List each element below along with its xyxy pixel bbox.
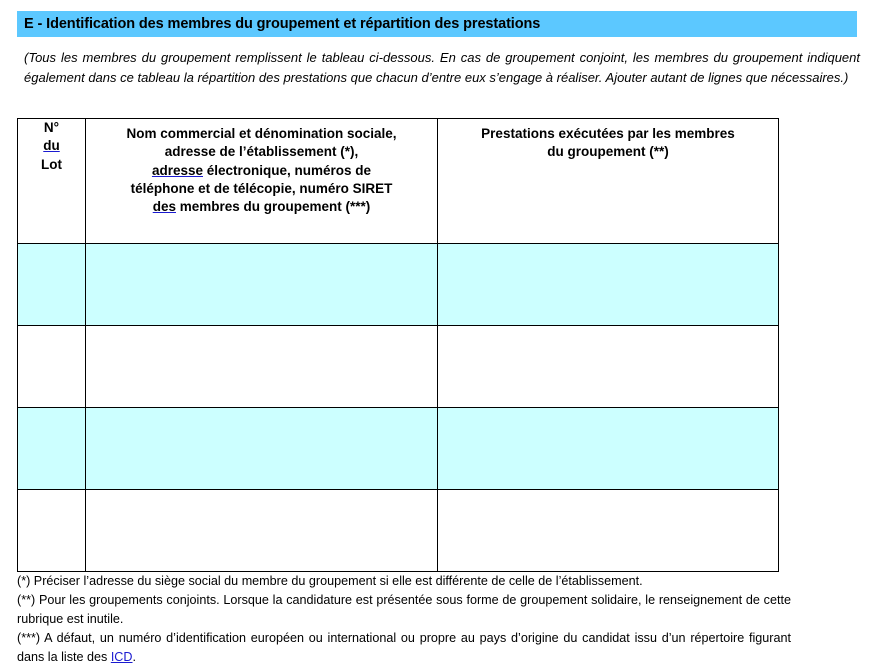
footnote-3-after: . [132,649,137,664]
table-row [18,408,779,490]
footnote-3 [17,629,791,666]
table-row [18,490,779,572]
cell-lot[interactable] [18,244,86,326]
cell-lot[interactable] [18,326,86,408]
header-lot-line1: N° [43,120,60,135]
cell-prestations[interactable] [438,490,779,572]
header-prestations-line2: du groupement (**) [547,144,669,160]
section-header-bar [17,11,857,37]
header-nom-adresse-underlined: adresse [151,162,203,178]
footnote-1: (*) Préciser l’adresse du siège social du membre du groupement si elle est différente de celle de l’établissement. [17,574,643,588]
header-nom-line4: téléphone et de télécopie, numéro SIRET [130,181,393,197]
cell-nom[interactable] [86,326,438,408]
footnote-3-before: (***) A défaut, un numéro d’identification européen ou international ou propre au pays d’origine du candidat issu d’un répertoire figurant dans la liste des [17,630,791,664]
header-cell-lot [18,119,86,244]
header-cell-prestations [438,119,779,244]
header-prestations-line1: Prestations exécutées par les membres [481,126,735,141]
cell-lot[interactable] [18,408,86,490]
footnotes-block [17,572,791,666]
header-lot-line3: Lot [41,156,62,172]
cell-prestations[interactable] [438,244,779,326]
cell-lot[interactable] [18,490,86,572]
table-row [18,326,779,408]
header-nom-des-underlined: des [152,199,176,215]
header-nom-line5-rest: membres du groupement (***) [175,199,371,215]
footnote-2: (**) Pour les groupements conjoints. Lorsque la candidature est présentée sous forme de groupement solidaire, le renseignement de cette rubrique est inutile. [17,592,791,626]
header-nom-line5 [90,198,433,216]
groupement-members-table [17,118,779,572]
header-nom-line2: adresse de l’établissement (*), [164,144,359,160]
header-nom-line3-rest: électronique, numéros de [203,162,372,178]
table-header-row [18,119,779,244]
cell-nom[interactable] [86,490,438,572]
intro-paragraph: (Tous les membres du groupement remplissent le tableau ci-dessous. En cas de groupement conjoint, les membres du groupement indiquent également dans ce tableau la répartition des prestations que chacun d’entre eux s’engage à réaliser. Ajouter autant de lignes que nécessaires.) [24,50,860,85]
table-row [18,244,779,326]
cell-nom[interactable] [86,408,438,490]
header-lot-line2: du [43,138,60,154]
cell-nom[interactable] [86,244,438,326]
cell-prestations[interactable] [438,326,779,408]
header-cell-nom [86,119,438,244]
section-title: E - Identification des membres du groupement et répartition des prestations [24,16,541,32]
header-nom-line1: Nom commercial et dénomination sociale, [126,126,397,141]
header-nom-line3 [90,162,433,180]
cell-prestations[interactable] [438,408,779,490]
icd-link[interactable]: ICD [110,649,133,664]
